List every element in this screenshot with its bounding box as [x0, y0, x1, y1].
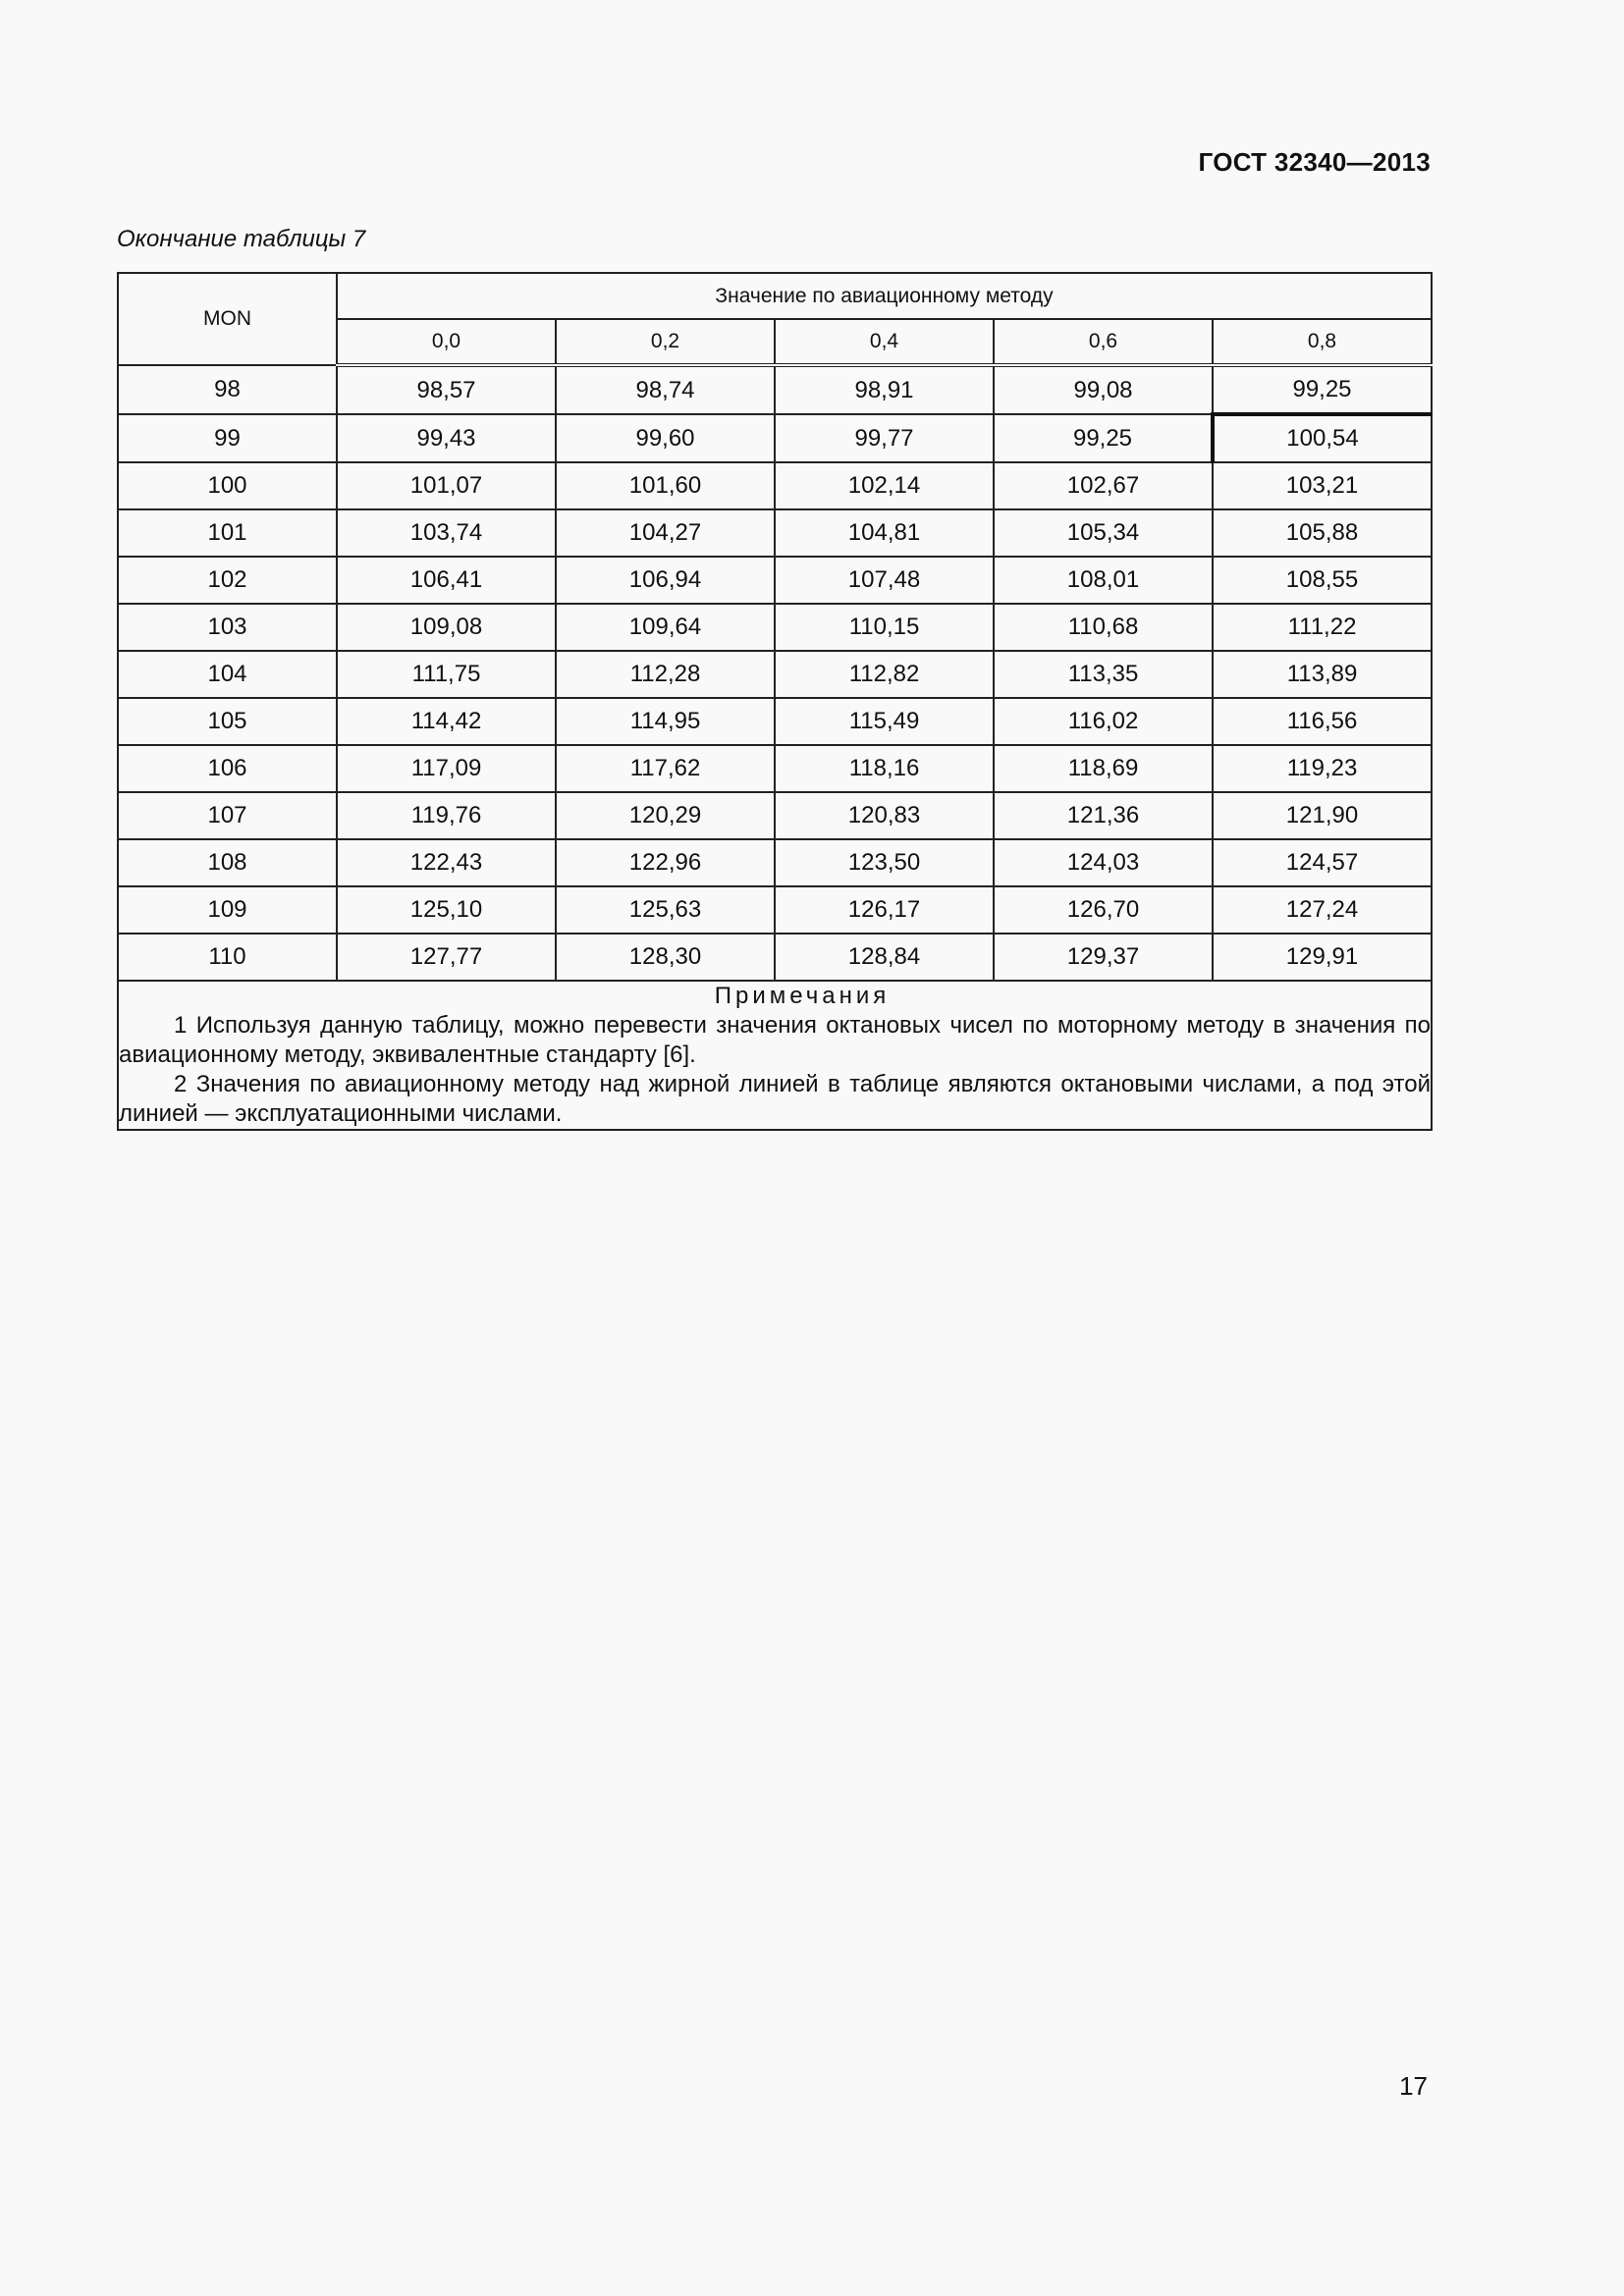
value-cell: 99,60: [556, 414, 775, 462]
table-row: [118, 509, 1432, 557]
table-row: [118, 698, 1432, 745]
value-cell: 100,54: [1213, 414, 1432, 462]
mon-cell: 108: [118, 839, 337, 886]
value-cell: 108,01: [994, 557, 1213, 604]
mon-cell: 110: [118, 934, 337, 981]
value-cell: 119,76: [337, 792, 556, 839]
value-cell: 125,10: [337, 886, 556, 934]
value-cell: 129,91: [1213, 934, 1432, 981]
value-cell: 117,09: [337, 745, 556, 792]
mon-cell: 99: [118, 414, 337, 462]
value-cell: 99,08: [994, 365, 1213, 414]
value-cell: 120,29: [556, 792, 775, 839]
mon-cell: 105: [118, 698, 337, 745]
value-cell: 121,90: [1213, 792, 1432, 839]
value-cell: 122,96: [556, 839, 775, 886]
value-cell: 103,21: [1213, 462, 1432, 509]
table-row: [118, 414, 1432, 462]
table-row: [118, 604, 1432, 651]
value-cell: 106,94: [556, 557, 775, 604]
table-row: [118, 557, 1432, 604]
value-cell: 123,50: [775, 839, 994, 886]
value-cell: 101,60: [556, 462, 775, 509]
value-cell: 112,82: [775, 651, 994, 698]
mon-column-header: MON: [118, 273, 337, 365]
mon-cell: 98: [118, 365, 337, 414]
value-cell: 124,57: [1213, 839, 1432, 886]
value-cell: 107,48: [775, 557, 994, 604]
notes-cell: [118, 981, 1432, 1130]
value-cell: 110,68: [994, 604, 1213, 651]
mon-cell: 109: [118, 886, 337, 934]
page-number: 17: [1399, 2071, 1428, 2101]
column-header: 0,8: [1213, 319, 1432, 365]
table-row: [118, 934, 1432, 981]
value-cell: 101,07: [337, 462, 556, 509]
value-cell: 99,25: [1213, 365, 1432, 414]
mon-cell: 104: [118, 651, 337, 698]
value-cell: 98,57: [337, 365, 556, 414]
value-cell: 129,37: [994, 934, 1213, 981]
value-cell: 114,42: [337, 698, 556, 745]
value-cell: 111,22: [1213, 604, 1432, 651]
table-caption: Окончание таблицы 7: [117, 226, 366, 252]
value-cell: 104,81: [775, 509, 994, 557]
value-cell: 98,74: [556, 365, 775, 414]
value-cell: 98,91: [775, 365, 994, 414]
column-header: 0,2: [556, 319, 775, 365]
notes-title: Примечания: [714, 983, 891, 1009]
value-cell: 112,28: [556, 651, 775, 698]
note-item: 1 Используя данную таблицу, можно перевести значения октановых чисел по моторному методу в значения по авиационному методу, эквивалентные стандарту [6].: [119, 1012, 1432, 1068]
value-cell: 113,89: [1213, 651, 1432, 698]
value-cell: 99,77: [775, 414, 994, 462]
table-row: [118, 462, 1432, 509]
value-cell: 108,55: [1213, 557, 1432, 604]
value-cell: 99,25: [994, 414, 1213, 462]
value-cell: 113,35: [994, 651, 1213, 698]
value-cell: 111,75: [337, 651, 556, 698]
value-cell: 126,17: [775, 886, 994, 934]
column-header: 0,0: [337, 319, 556, 365]
value-cell: 127,77: [337, 934, 556, 981]
value-cell: 122,43: [337, 839, 556, 886]
value-cell: 106,41: [337, 557, 556, 604]
table-row: [118, 839, 1432, 886]
value-cell: 128,84: [775, 934, 994, 981]
table-row: [118, 365, 1432, 414]
value-cell: 124,03: [994, 839, 1213, 886]
octane-conversion-table: [117, 272, 1433, 1131]
value-cell: 118,16: [775, 745, 994, 792]
value-cell: 119,23: [1213, 745, 1432, 792]
value-cell: 109,08: [337, 604, 556, 651]
value-cell: 102,14: [775, 462, 994, 509]
value-cell: 127,24: [1213, 886, 1432, 934]
value-cell: 103,74: [337, 509, 556, 557]
table-row: [118, 651, 1432, 698]
table-row: [118, 886, 1432, 934]
mon-cell: 101: [118, 509, 337, 557]
value-cell: 121,36: [994, 792, 1213, 839]
table-row: [118, 792, 1432, 839]
value-cell: 126,70: [994, 886, 1213, 934]
value-cell: 116,02: [994, 698, 1213, 745]
value-cell: 120,83: [775, 792, 994, 839]
value-cell: 118,69: [994, 745, 1213, 792]
value-cell: 102,67: [994, 462, 1213, 509]
value-cell: 128,30: [556, 934, 775, 981]
value-cell: 117,62: [556, 745, 775, 792]
value-cell: 105,34: [994, 509, 1213, 557]
value-cell: 104,27: [556, 509, 775, 557]
column-header: 0,6: [994, 319, 1213, 365]
mon-cell: 107: [118, 792, 337, 839]
value-cell: 114,95: [556, 698, 775, 745]
value-cell: 105,88: [1213, 509, 1432, 557]
column-header: 0,4: [775, 319, 994, 365]
value-cell: 115,49: [775, 698, 994, 745]
notes-row: [118, 981, 1432, 1130]
value-cell: 116,56: [1213, 698, 1432, 745]
document-standard-header: ГОСТ 32340—2013: [1198, 147, 1431, 177]
note-item: 2 Значения по авиационному методу над жирной линией в таблице являются октановыми числами, а под этой линией — эксплуатационными числами.: [119, 1071, 1432, 1127]
value-cell: 110,15: [775, 604, 994, 651]
mon-cell: 103: [118, 604, 337, 651]
value-cell: 99,43: [337, 414, 556, 462]
mon-cell: 106: [118, 745, 337, 792]
value-cell: 109,64: [556, 604, 775, 651]
table-row: [118, 745, 1432, 792]
value-cell: 125,63: [556, 886, 775, 934]
aviation-method-group-header: Значение по авиационному методу: [337, 273, 1432, 319]
mon-cell: 100: [118, 462, 337, 509]
mon-cell: 102: [118, 557, 337, 604]
